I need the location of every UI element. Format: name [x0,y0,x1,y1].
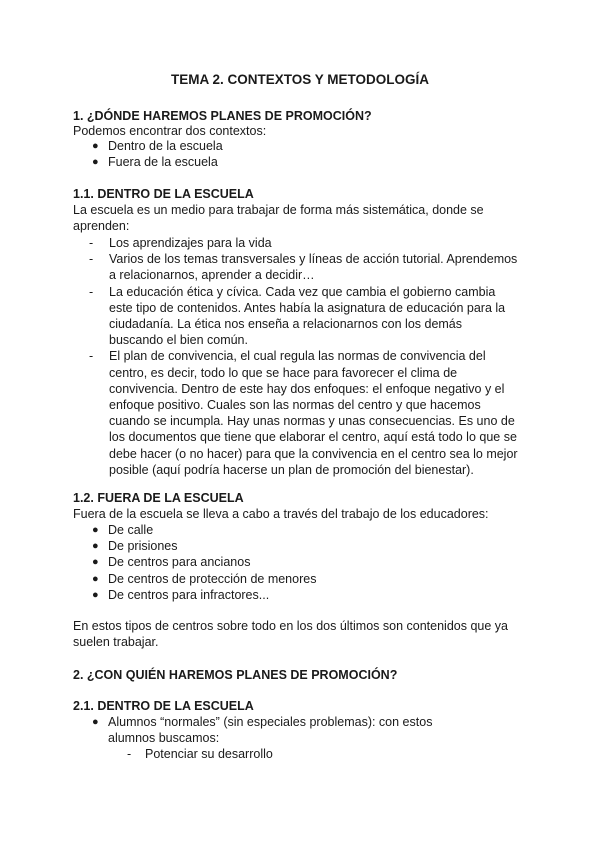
section-1-heading: 1. ¿DÓNDE HAREMOS PLANES DE PROMOCIÓN? [73,109,372,123]
dash-marker: - [89,236,94,250]
list-item: ● De centros para infractores... [92,587,270,602]
page-title: TEMA 2. CONTEXTOS Y METODOLOGÍA [170,72,430,87]
list-item: - Varios de los temas transversales y líneas de acción tutorial. Aprendemos a relacionarnos, aprender a decidir… [89,252,518,283]
section-2-heading: 2. ¿CON QUIÉN HAREMOS PLANES DE PROMOCIÓN? [73,668,398,682]
section-1-bullet-list [92,138,223,170]
list-item: ● De centros para ancianos [92,555,251,570]
bullet-marker: ● [92,540,99,553]
list-item: - El plan de convivencia, el cual regula las normas de convivencia del centro, es decir, todo lo que se hace para favorecer el clima de convivencia. Dentro de este hay dos enfoques: el enfoque negativo y el enfoque positivo. Cuales son las normas del centro y que hacemos cuando se incumpla. Hay unas normas y unas consecuencias. Es uno de los documentos que tiene que elaborar el centro, aquí está todo lo que se debe hacer (o no hacer) para que la convivencia en el centro sea lo mejor posible (aquí podría hacerse un plan de promoción del bienestar). [89,349,518,477]
section-2-1-subdash-item: - Potenciar su desarrollo [127,747,273,761]
list-item: - Los aprendizajes para la vida [89,236,272,250]
list-item: ● Fuera de la escuela [92,155,218,170]
bullet-marker: ● [92,588,99,601]
bullet-marker: ● [92,572,99,585]
section-1-2-intro: Fuera de la escuela se lleva a cabo a través del trabajo de los educadores: [73,507,489,521]
dash-marker: - [89,284,94,299]
section-1-1-heading: 1.1. DENTRO DE LA ESCUELA [73,187,254,201]
list-item: ● Dentro de la escuela [92,139,223,153]
list-item: ● De centros de protección de menores [92,571,317,586]
list-item: - La educación ética y cívica. Cada vez que cambia el gobierno cambia este tipo de contenidos. Antes había la asignatura de educación para la ciudadanía. La ética nos enseña a relacionarnos con los demás buscando el bien común. [89,284,506,348]
bullet-marker: ● [92,140,99,152]
bullet-marker: ● [92,716,99,728]
dash-marker: - [89,252,94,267]
section-1-2-bullet-list [92,522,316,603]
section-1-2-outro: En estos tipos de centros sobre todo en los dos últimos son contenidos que ya suelen trabajar. [73,619,508,650]
list-item: ● Alumnos “normales” (sin especiales problemas): con estos alumnos buscamos: [92,715,433,746]
dash-marker: - [127,747,132,761]
section-1-1-dash-list [89,235,519,478]
bullet-marker: ● [92,524,99,536]
section-1-intro: Podemos encontrar dos contextos: [73,124,267,138]
section-2-1-bullet-list [92,714,472,746]
section-1-1-intro: La escuela es un medio para trabajar de forma más sistemática, donde se aprenden: [73,203,484,234]
list-item: ● De prisiones [92,539,178,554]
bullet-marker: ● [92,556,99,569]
bullet-marker: ● [92,156,99,169]
dash-marker: - [89,349,94,364]
section-1-2-heading: 1.2. FUERA DE LA ESCUELA [73,491,244,505]
section-2-1-heading: 2.1. DENTRO DE LA ESCUELA [73,699,254,713]
list-item: ● De calle [92,523,154,537]
